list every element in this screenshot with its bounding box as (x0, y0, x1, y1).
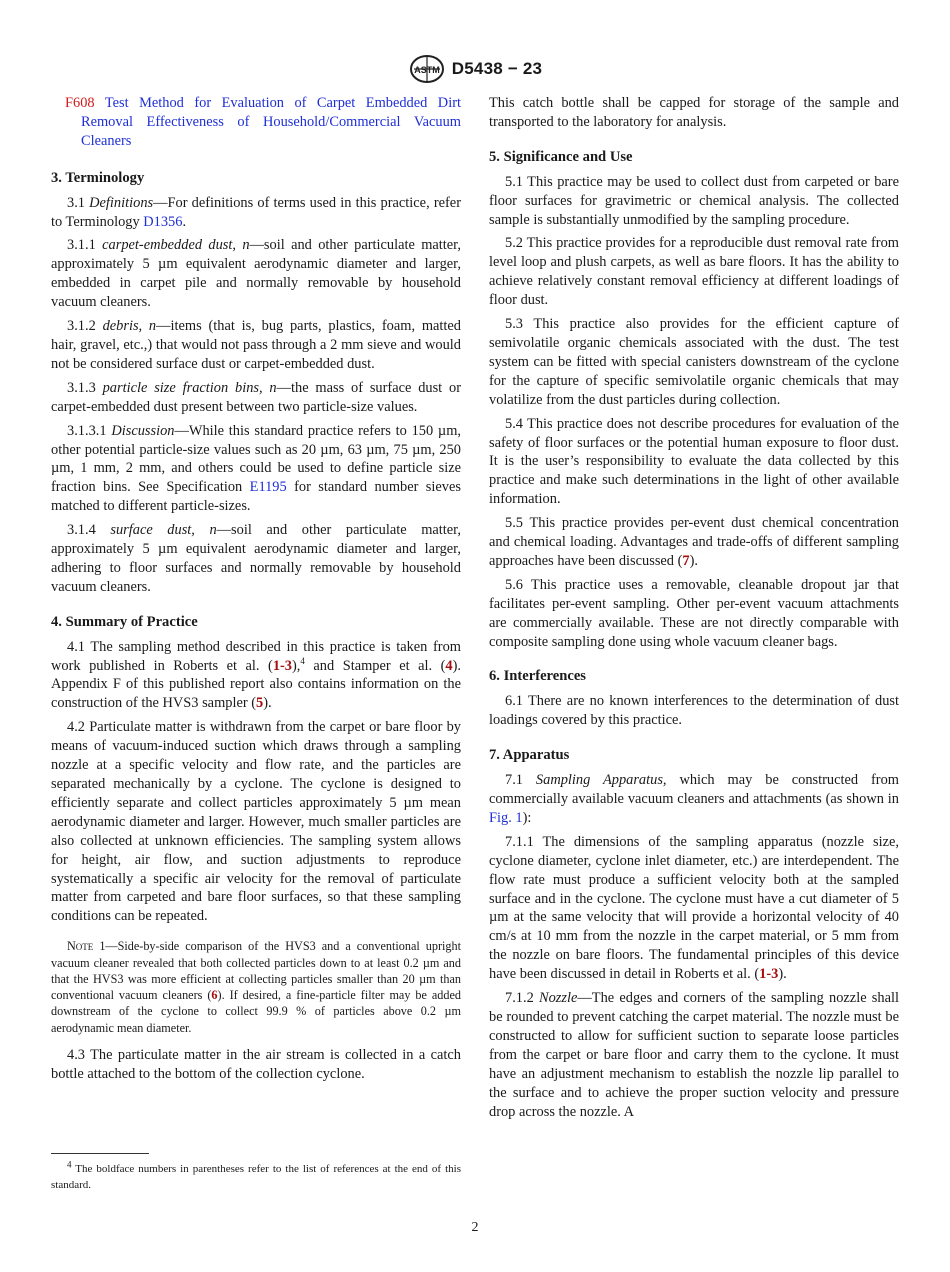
reference-f608 (51, 94, 461, 151)
footnote-4: $^4$ The boldface numbers in parentheses refer to the list of references at the end of this standard. (51, 1159, 461, 1191)
para-3-1: 3.1 Definitions—For definitions of terms used in this practice, refer to Terminology D1356. (51, 194, 461, 230)
link-d1356[interactable]: D1356 (143, 213, 183, 230)
section-4-heading: 4. Summary of Practice (51, 613, 198, 630)
section-6-heading: 6. Interferences (489, 668, 586, 685)
ref-link-4[interactable]: 4 (445, 657, 453, 674)
document-id: D5438 − 23 (451, 59, 543, 78)
ref-title-link[interactable]: Test Method for Evaluation of Carpet Embedded Dirt Removal Effectiveness of Household/Commercial Vacuum Cleaners (81, 95, 461, 149)
para-3-1-3: 3.1.3 particle size fraction bins, n—the mass of surface dust or carpet-embedded dust present between two particle-size values. (51, 379, 461, 415)
ref-link-7[interactable]: 7 (682, 552, 690, 569)
ref-link-1-3[interactable]: 1-3 (272, 657, 292, 674)
para-7-1-1: 7.1.1 The dimensions of the sampling apparatus (nozzle size, cyclone diameter, cyclone inlet diameter, etc.) are interdependent. The flow rate must produce a sufficient velocity both at the sampled surface and in the cyclone. The cyclone must have a cut diameter of 5 µm at the same velocity that will provide a horizontal velocity of 40 cm/s at 10 mm from the nozzle in the carpet material, or 5 mm from the nozzle on bare floors. The fundamental principles of this device have been discussed in detail in Roberts et al. (1-3). (489, 833, 899, 983)
para-6-1: 6.1 There are no known interferences to the determination of dust loadings covered by this practice. (489, 693, 899, 729)
para-7-1: 7.1 Sampling Apparatus, which may be constructed from commercially available vacuum cleaners and attachments (as shown in Fig. 1): (489, 772, 899, 826)
section-3-heading: 3. Terminology (51, 169, 145, 186)
para-5-3: 5.3 This practice also provides for the efficient capture of semivolatile organic chemicals associated with the dust. The test system can be fitted with special canisters downstream of the cyclone for the capture of specific semivolatile organic chemicals that may volatilize from the dust particles during collection. (489, 316, 899, 408)
para-5-5: 5.5 This practice provides per-event dust chemical concentration and chemical loading. Advantages and trade-offs of different sampling approaches have been discussed (7). (489, 515, 899, 569)
para-5-6: 5.6 This practice uses a removable, cleanable dropout jar that facilitates per-event sampling. Other per-event vacuum attachments are commercially available. These are not directly comparable with composite sampling done using whole vacuum cleaner bags. (489, 576, 899, 650)
link-fig-1[interactable]: Fig. 1 (489, 809, 523, 826)
para-4-3-continued: This catch bottle shall be capped for storage of the sample and transported to the laboratory for analysis. (489, 95, 899, 130)
logo-text: ASTM (414, 65, 440, 75)
page-header (0, 56, 950, 82)
para-4-2: 4.2 Particulate matter is withdrawn from the carpet or bare floor by means of vacuum-induced suction which draws through a sampling nozzle at a specific velocity and flow rate, and the particles are separated mechanically by a cyclone. The cyclone is designed to efficiently separate and collect particles approximately 5 µm mean aerodynamic diameter and larger. However, much smaller particles are also collected at unknown efficiencies. The sampling system allows for height, air flow, and suction adjustments to reproduce systematically a specific air velocity for the removal of particulate matter from carpeted and bare floor surfaces, so that these sampling conditions can be repeated. (51, 719, 461, 925)
page-number: 2 (471, 1220, 479, 1235)
footnote-marker[interactable]: 4 (300, 655, 305, 666)
section-7-heading: 7. Apparatus (489, 747, 570, 764)
para-3-1-2: 3.1.2 debris, n—items (that is, bug parts, plastics, foam, matted hair, gravel, etc.,) that would not pass through a 2 mm sieve and would not be considered surface dust or carpet-embedded dust. (51, 318, 461, 372)
link-e1195[interactable]: E1195 (249, 479, 287, 496)
para-4-3: 4.3 The particulate matter in the air stream is collected in a catch bottle attached to the bottom of the collection cyclone. (51, 1047, 461, 1082)
right-column (489, 94, 899, 1126)
left-column (51, 94, 461, 1089)
footnote-divider (51, 1153, 149, 1154)
ref-code-link[interactable]: F608 (65, 95, 95, 111)
para-4-1: 4.1 The sampling method described in this practice is taken from work published in Roberts et al. (1-3),$^4$ and Stamper et al. (4). Appendix F of this published report also contains information on the construction of the HVS3 sampler (5). (51, 638, 461, 712)
para-3-1-3-1: 3.1.3.1 Discussion—While this standard practice refers to 150 µm, other potential particle-size values such as 20 µm, 63 µm, 75 µm, 250 µm, 1 mm, 2 mm, and others could be used to define particle size fraction bins. See Specification E1195 for standard number sieves matched to different particle-sizes. (51, 422, 461, 515)
section-5-heading: 5. Significance and Use (489, 148, 633, 165)
ref-link-6[interactable]: 6 (211, 988, 218, 1003)
note-1: Note 1—Side-by-side comparison of the HVS3 and a conventional upright vacuum cleaner revealed that both collected particles down to at least 0.2 µm and that the HVS3 was more efficient at collecting particles smaller than 20 µm than conventional vacuum cleaners (6). If desired, a fine-particle filter may be added downstream of the cyclone to collect 99.9 % of particles above 0.2 µm aerodynamic mean diameter. (51, 939, 461, 1035)
ref-link-5[interactable]: 5 (256, 695, 264, 712)
astm-logo-icon (408, 54, 446, 84)
para-5-4: 5.4 This practice does not describe procedures for evaluation of the safety of floor surfaces or the potential human exposure to floor dust. It is the user’s responsibility to evaluate the data collected by this practice and make such determinations in the light of other available information. (489, 415, 899, 508)
para-3-1-4: 3.1.4 surface dust, n—soil and other particulate matter, approximately 5 µm equivalent aerodynamic diameter and larger, adhering to floor surfaces and normally removable by household vacuum cleaners. (51, 522, 461, 595)
para-5-2: 5.2 This practice provides for a reproducible dust removal rate from level loop and plush carpets, as well as bare floors. It has the ability to achieve relatively constant removal efficiency at different loadings of floor dust. (489, 235, 899, 309)
para-3-1-1: 3.1.1 carpet-embedded dust, n—soil and other particulate matter, approximately 5 µm equivalent aerodynamic diameter and larger, embedded in carpet pile and normally removable by household vacuum cleaners. (51, 237, 461, 311)
para-5-1: 5.1 This practice may be used to collect dust from carpeted or bare floor surfaces for gravimetric or chemical analysis. The collected sample is substantially unmodified by the sampling procedure. (489, 173, 899, 228)
ref-link-1-3-b[interactable]: 1-3 (759, 966, 779, 983)
para-7-1-2: 7.1.2 Nozzle—The edges and corners of the sampling nozzle shall be rounded to prevent catching the carpet material. The nozzle must be constructed to allow for sufficient suction to separate loose particles from the carpet or bare floor and carry them to the cyclone. It must have an adjustment mechanism to establish the nozzle lip parallel to the surface and to achieve the proper suction velocity and pressure drop across the nozzle. A (489, 990, 899, 1120)
